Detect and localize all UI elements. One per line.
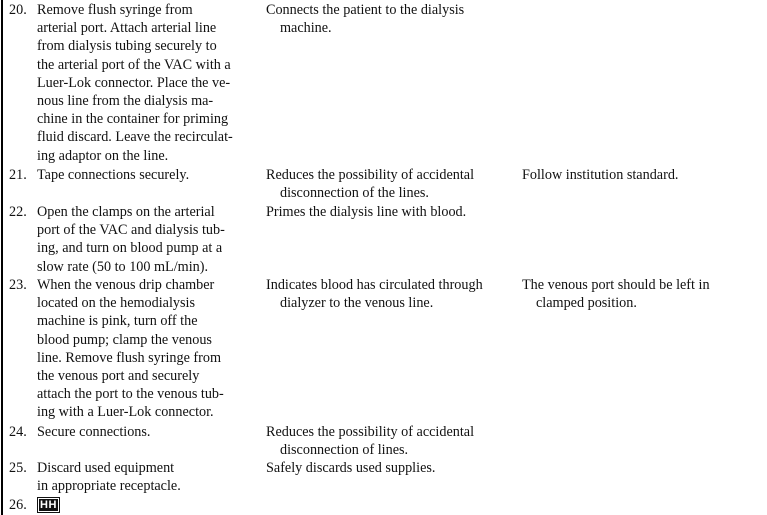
action-line: ing adaptor on the line. xyxy=(37,147,169,164)
rationale-line: Reduces the possibility of accidental xyxy=(266,424,475,440)
action-line: Discard used equipment xyxy=(37,460,175,476)
note-line: clamped position. xyxy=(536,295,637,312)
step-rationale xyxy=(266,276,511,312)
action-line: chine in the container for priming xyxy=(37,111,229,128)
step-rationale xyxy=(266,166,511,202)
action-line: ing, and turn on blood pump at a xyxy=(37,240,223,257)
action-line: attach the port to the venous tub- xyxy=(37,386,224,403)
action-line: machine is pink, turn off the xyxy=(37,313,198,330)
rationale-line: dialyzer to the venous line. xyxy=(280,295,434,312)
step-note xyxy=(522,276,762,312)
hand-hygiene-badge-icon: HH xyxy=(37,497,60,513)
step-number: 24. xyxy=(9,424,27,440)
step-number: 25. xyxy=(9,460,27,476)
step-number: 20. xyxy=(9,2,27,18)
action-line: Secure connections. xyxy=(37,424,151,440)
step-number: 23. xyxy=(9,277,27,293)
rationale-line: disconnection of the lines. xyxy=(280,185,429,202)
step-rationale xyxy=(266,1,511,37)
action-line: slow rate (50 to 100 mL/min). xyxy=(37,258,209,275)
note-line: The venous port should be left in xyxy=(522,277,710,293)
rationale-line: Primes the dialysis line with blood. xyxy=(266,204,467,220)
action-line: port of the VAC and dialysis tub- xyxy=(37,222,225,239)
rationale-line: machine. xyxy=(280,20,332,37)
step-action xyxy=(37,1,253,165)
rationale-line: disconnection of lines. xyxy=(280,442,409,459)
note-line: Follow institution standard. xyxy=(522,167,679,183)
step-number: 21. xyxy=(9,167,27,183)
step-number: 26. xyxy=(9,497,27,513)
action-line: line. Remove flush syringe from xyxy=(37,349,222,366)
action-line: the venous port and securely xyxy=(37,368,200,385)
action-line: nous line from the dialysis ma- xyxy=(37,93,214,110)
action-line: blood pump; clamp the venous xyxy=(37,331,212,348)
action-line: Tape connections securely. xyxy=(37,167,190,183)
step-action xyxy=(37,459,253,495)
rationale-line: Indicates blood has circulated through xyxy=(266,277,483,293)
action-line: Open the clamps on the arterial xyxy=(37,204,215,220)
rationale-line: Safely discards used supplies. xyxy=(266,460,436,476)
action-line: fluid discard. Leave the recirculat- xyxy=(37,129,233,146)
action-line: located on the hemodialysis xyxy=(37,295,195,312)
action-line: the arterial port of the VAC with a xyxy=(37,56,231,73)
step-rationale xyxy=(266,423,511,459)
step-number: 22. xyxy=(9,204,27,220)
action-line: When the venous drip chamber xyxy=(37,277,215,293)
action-line: Luer-Lok connector. Place the ve- xyxy=(37,74,231,91)
step-action xyxy=(37,166,253,184)
step-note xyxy=(522,166,762,184)
left-border-rule xyxy=(1,0,3,515)
step-action xyxy=(37,203,253,276)
step-rationale xyxy=(266,203,511,221)
step-action xyxy=(37,423,253,441)
action-line: arterial port. Attach arterial line xyxy=(37,20,217,37)
action-line: Remove flush syringe from xyxy=(37,2,193,18)
action-line: in appropriate receptacle. xyxy=(37,478,181,495)
action-line: ing with a Luer-Lok connector. xyxy=(37,404,214,421)
step-rationale xyxy=(266,459,511,477)
rationale-line: Reduces the possibility of accidental xyxy=(266,167,475,183)
step-action xyxy=(37,276,253,422)
action-line: from dialysis tubing securely to xyxy=(37,38,217,55)
step-action xyxy=(37,496,253,514)
rationale-line: Connects the patient to the dialysis xyxy=(266,2,465,18)
